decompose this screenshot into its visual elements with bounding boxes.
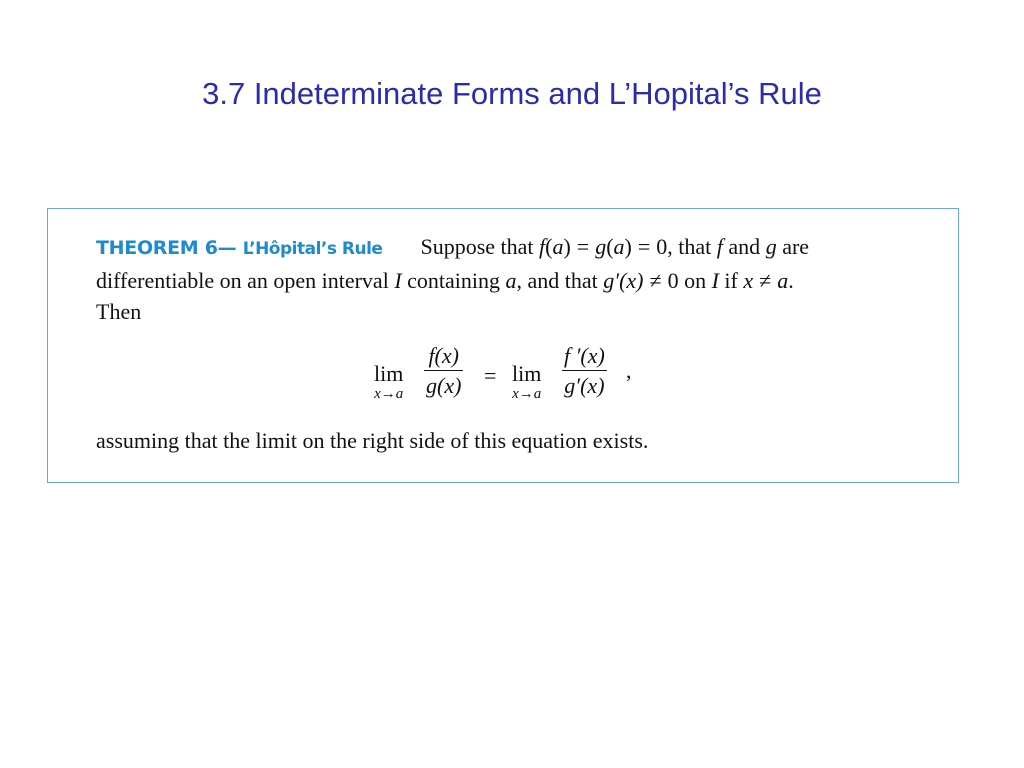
math-paren: ( bbox=[606, 234, 614, 259]
formula-equals: = bbox=[484, 363, 497, 388]
then-word: Then bbox=[96, 299, 142, 324]
lim-word: lim bbox=[374, 361, 404, 386]
theorem-heading bbox=[96, 237, 382, 259]
hypothesis-text-5: containing bbox=[401, 268, 506, 293]
theorem-statement bbox=[96, 231, 926, 327]
hypothesis-text-6: , and that bbox=[516, 268, 604, 293]
slide-title: 3.7 Indeterminate Forms and L’Hopital’s Rule bbox=[202, 76, 822, 111]
hypothesis-text-2: , that bbox=[667, 234, 717, 259]
math-a: a bbox=[505, 268, 517, 293]
math-paren: ) bbox=[624, 234, 632, 259]
lim-subscript: x→a bbox=[512, 386, 542, 402]
math-equals: = bbox=[637, 234, 651, 259]
math-g: g bbox=[595, 234, 607, 259]
hypothesis-text-9: . bbox=[788, 268, 794, 293]
fraction-right bbox=[562, 342, 607, 401]
fraction-right-denominator: g′(x) bbox=[564, 373, 605, 398]
hypothesis-text-8: if bbox=[718, 268, 744, 293]
hypothesis-text-4: are differentiable on an open interval bbox=[96, 234, 810, 293]
lim-word: lim bbox=[512, 361, 542, 386]
math-g-prime: g′ bbox=[603, 268, 620, 293]
math-zero: 0 bbox=[667, 268, 679, 293]
math-x: x bbox=[743, 268, 754, 293]
hypothesis-text-7: on bbox=[678, 268, 712, 293]
math-equals: = bbox=[576, 234, 590, 259]
display-formula bbox=[48, 342, 960, 412]
fraction-right-numerator: f ′(x) bbox=[564, 343, 605, 368]
theorem-box bbox=[47, 208, 959, 483]
hypothesis-text-3: and bbox=[722, 234, 766, 259]
math-I: I bbox=[394, 268, 402, 293]
theorem-rule-name: L’Hôpital’s Rule bbox=[242, 239, 383, 259]
math-paren: ( bbox=[545, 234, 553, 259]
math-g: g bbox=[765, 234, 777, 259]
fraction-left bbox=[424, 342, 463, 401]
math-f: f bbox=[539, 234, 546, 259]
math-f: f bbox=[716, 234, 723, 259]
math-zero: 0 bbox=[656, 234, 668, 259]
math-paren-x: (x) bbox=[619, 268, 644, 293]
math-not-equal: ≠ bbox=[649, 268, 662, 293]
fraction-left-denominator: g(x) bbox=[426, 373, 462, 398]
lim-subscript: x→a bbox=[374, 386, 404, 402]
formula-trailing-comma: , bbox=[626, 358, 632, 383]
theorem-conclusion: assuming that the limit on the right side of this equation exists. bbox=[96, 428, 649, 453]
math-a: a bbox=[613, 234, 625, 259]
math-paren: ) bbox=[563, 234, 571, 259]
lim-left bbox=[374, 362, 403, 402]
math-a: a bbox=[552, 234, 564, 259]
math-I: I bbox=[711, 268, 719, 293]
math-a: a bbox=[777, 268, 789, 293]
hypothesis-text-1: Suppose that bbox=[420, 234, 540, 259]
math-not-equal: ≠ bbox=[759, 268, 772, 293]
lim-right bbox=[512, 362, 541, 402]
theorem-label: THEOREM 6— bbox=[96, 237, 237, 259]
fraction-left-numerator: f(x) bbox=[428, 343, 459, 368]
